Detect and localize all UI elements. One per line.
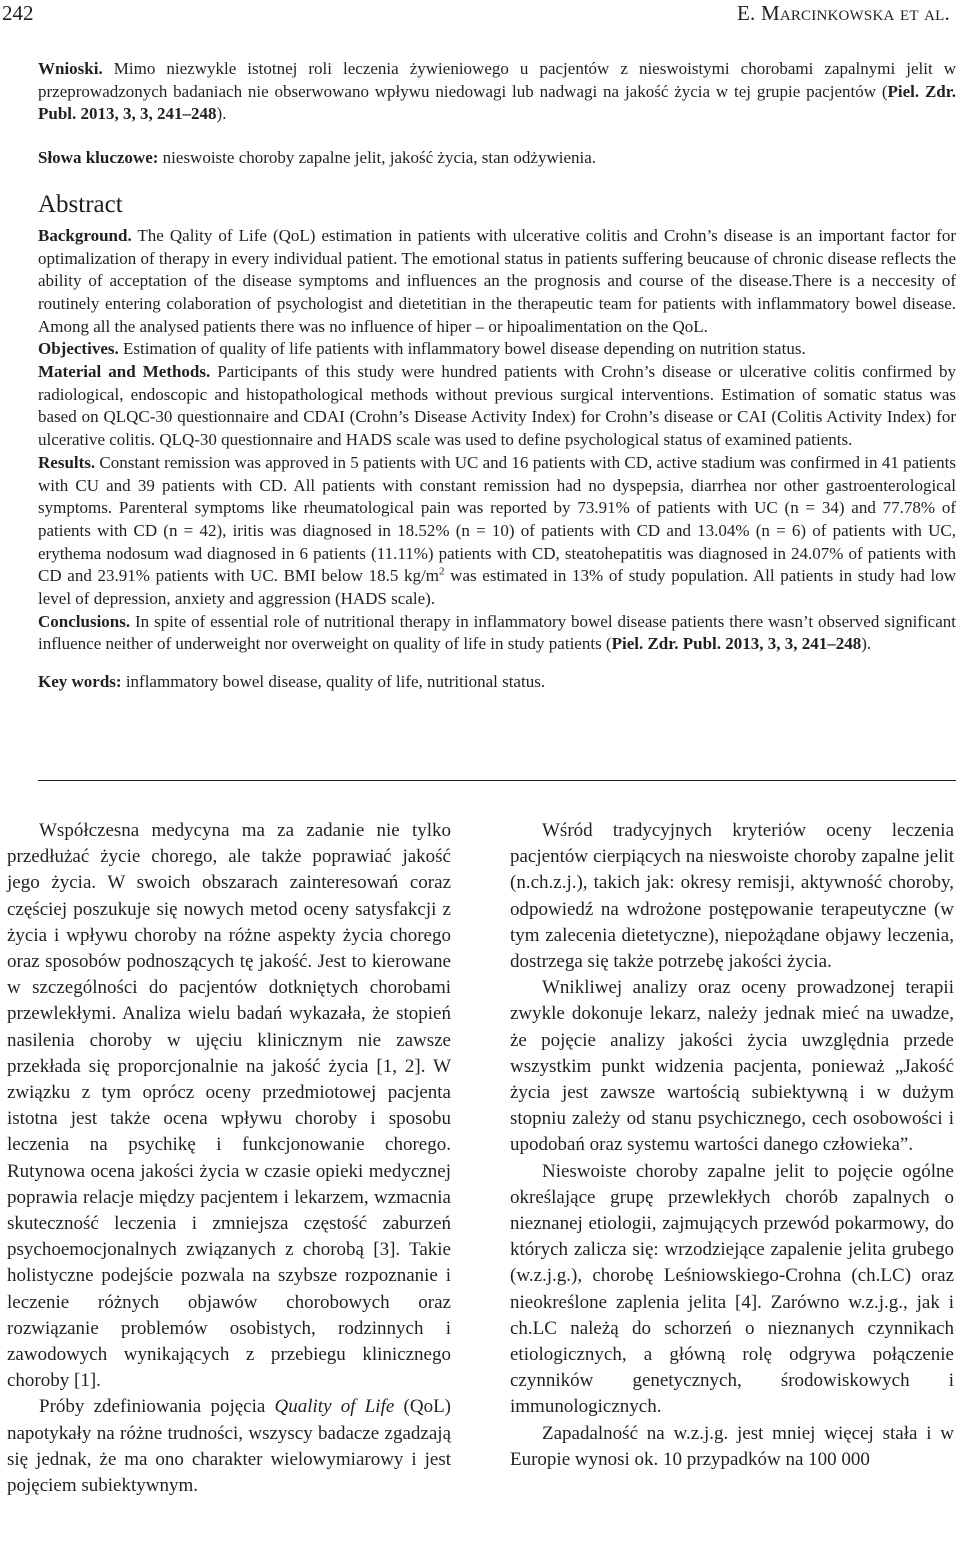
page-header — [0, 0, 960, 30]
background-label: Background. — [38, 225, 132, 245]
methods-label: Material and Methods. — [38, 362, 211, 382]
results-label: Results. — [38, 452, 96, 472]
polish-conclusions — [38, 58, 956, 126]
abstract-results — [38, 452, 956, 611]
qol-text-b: (QoL) napotykały na różne trudności, wszyscy badacze zgadzają się jednak, że ma ono charakter wielowymiarowy i jest pojęciem subiektywnym. — [7, 1396, 451, 1497]
polish-citation-end: ). — [216, 104, 227, 124]
abstract-objectives — [38, 338, 956, 361]
body-paragraph-qol — [7, 1394, 451, 1499]
page-number: 242 — [2, 1, 34, 25]
keywords-label: Key words: — [38, 672, 122, 692]
body-paragraph: Wśród tradycyjnych kryteriów oceny leczenia pacjentów cierpiących na nieswoiste choroby zapalne jelit (n.ch.z.j.), takich jak: okresy remisji, aktywność choroby, odpowiedź na wdrożone postępowanie terapeutyczne (w tym zalecenia dietetyczne), niepożądane objawy leczenia, dostrzega się także potrzebę jakości życia. — [510, 820, 954, 973]
polish-conclusions-text: Mimo niezwykle istotnej roli leczenia żywieniowego u pacjentów z nieswoistymi chorobami zapalnymi jelit w przeprowadzonych badaniach nie obserwowano wpływu niedowagi lub nadwagi na jakość życia w tej grupie pacjentów ( — [38, 59, 956, 101]
conclusions-text: In spite of essential role of nutritional therapy in inflammatory bowel disease patients there wasn’t observed significant influence neither of underweight nor overweight on quality of life in study patients ( — [38, 611, 956, 654]
methods-text: Participants of this study were hundred patients with Crohn’s disease or ulcerative colitis confirmed by radiological, endoscopic and histopathological methods without previous surgical interventions. Estimation of somatic status was based on QLQC-30 questionnaire and CDAI (Crohn’s Disease Activity Index) for Crohn’s disease or CAI (Colitis Activity Index) for ulcerative colitis. QLQ-30 questionnaire and HADS scale was used to define psychological status of examined patients. — [38, 362, 956, 450]
results-text-2: was estimated in 13% of study population. All patients in study had low level of depression, anxiety and aggression (HADS scale). — [38, 566, 956, 609]
section-divider — [38, 780, 956, 781]
results-superscript: 2 — [439, 565, 445, 578]
body-column-right — [510, 818, 954, 1473]
polish-keywords — [38, 147, 956, 170]
qol-term: Quality of Life — [274, 1396, 395, 1418]
background-text: The Qality of Life (QoL) estimation in patients with ulcerative colitis and Crohn’s disease is an important factor for optimalization of therapy in every individual patient. The emotional status in patients suffering beucause of chronic disease reflects the ability of acceptation of the disease symptoms and influences an the prognosis and course of the disease.There is a neccesity of routinely entering colaboration of psychologist and dietetitian in the therapeutic team for patients with inflammatory bowel disease. Among all the analysed patients there was no influence of hiper – or hipoalimentation on the QoL. — [38, 225, 956, 336]
body-paragraph: Wnikliwej analizy oraz oceny prowadzonej terapii zwykle dokonuje lekarz, należy jednak mieć na uwadze, że pojęcie analizy jakości życia uwzględnia przede wszystkim punkt widzenia pacjenta, ponieważ „Jakość życia jest zawsze wartością subiektywną i w dużym stopniu zależy od stanu psychicznego, cech osobowości i upodobań oraz systemu wartości danego człowieka”. — [510, 977, 954, 1156]
body-paragraph: Zapadalność na w.z.j.g. jest mniej więcej stała i w Europie wynosi ok. 10 przypadków na 100 000 — [510, 1422, 954, 1470]
objectives-label: Objectives. — [38, 339, 119, 359]
abstract-citation-end: ). — [861, 634, 872, 654]
abstract-background — [38, 225, 956, 339]
body-paragraph: Współczesna medycyna ma za zadanie nie tylko przedłużać życie chorego, ale także poprawiać jakość jego życia. W swoich obszarach zainteresowań coraz częściej poszukuje się nowych metod oceny satysfakcji z życia i wpływu choroby na różne aspekty życia chorego oraz sposobów podnoszących tę jakość. Jest to kierowane w szczególności do pacjentów dotkniętych chorobami przewlekłymi. Analiza wielu badań wykazała, że stopień nasilenia choroby w ujęciu klinicznym nie zawsze przekłada się proporcjonalnie na jakość życia [1, 2]. W związku z tym oprócz oceny przedmiotowej pacjenta istotna jest także ocena wpływu choroby i sposobu leczenia na psychikę i funkcjonowanie chorego. Rutynowa ocena jakości życia w czasie opieki medycznej poprawia relacje między pacjentem i lekarzem, wzmacnia skuteczność leczenia i zmniejsza częstość zaburzeń psychoemocjonalnych związanych z chorobą [3]. Takie holistyczne podejście pozwala na szybsze rozpoznanie i leczenie różnych objawów chorobowych oraz rozwiązanie problemów osobistych, rodzinnych i zawodowych wynikających z przebiegu klinicznego choroby [1]. — [7, 820, 451, 1392]
polish-keywords-text: nieswoiste choroby zapalne jelit, jakość życia, stan odżywienia. — [158, 148, 597, 168]
abstract-block — [38, 58, 956, 694]
english-keywords — [38, 671, 956, 694]
conclusions-label: Conclusions. — [38, 611, 131, 631]
qol-text-a: Próby zdefiniowania pojęcia — [39, 1396, 275, 1418]
keywords-text: inflammatory bowel disease, quality of life, nutritional status. — [121, 672, 546, 692]
abstract-methods — [38, 361, 956, 452]
body-column-left — [7, 818, 451, 1499]
abstract-heading: Abstract — [38, 190, 123, 218]
abstract-conclusions — [38, 611, 956, 656]
polish-citation: Piel. Zdr. Publ. 2013, 3, 3, 241–248 — [38, 81, 956, 124]
objectives-text: Estimation of quality of life patients with inflammatory bowel disease depending on nutrition status. — [118, 339, 806, 359]
running-head: E. Marcinkowska et al. — [737, 1, 950, 25]
body-paragraph: Nieswoiste choroby zapalne jelit to pojęcie ogólne określające grupę przewlekłych chorób zapalnych o nieznanej etiologii, zajmujących przewód pokarmowy, do których zalicza się: wrzodziejące zapalenie jelita grubego (w.z.j.g.), chorobę Leśniowskiego-Crohna (ch.LC) oraz nieokreślone zaplenia jelita [4]. Zarówno w.z.j.g., jak i ch.LC należą do schorzeń o nieznanych czynnikach etiologicznych, a główną rolę odgrywa połączenie czynników genetycznych, środowiskowych i immunologicznych. — [510, 1160, 954, 1418]
abstract-citation: Piel. Zdr. Publ. 2013, 3, 3, 241–248 — [611, 634, 862, 654]
polish-conclusions-label: Wnioski. — [38, 59, 103, 78]
results-text-1: Constant remission was approved in 5 patients with UC and 16 patients with CD, active stadium was confirmed in 41 patients with CU and 39 patients with CD. All patients with constant remission had no dyspepsia, diarrhea nor other gastroenterological symptoms. Parenteral symptoms like rheumatological pain was reported by 73.91% of patients with UC (n = 34) and 77.78% of patients with CD (n = 42), iritis was diagnosed in 18.52% (n = 10) of patients with CD and 13.04% (n = 6) of patients with UC, erythema nodosum wad diagnosed in 6 patients (11.11%) patients with CD, steatohepatitis was diagnosed in 24.07% of patients with CD and 23.91% patients with UC. BMI below 18.5 kg/m — [38, 452, 956, 586]
polish-keywords-label: Słowa kluczowe: — [38, 148, 159, 168]
